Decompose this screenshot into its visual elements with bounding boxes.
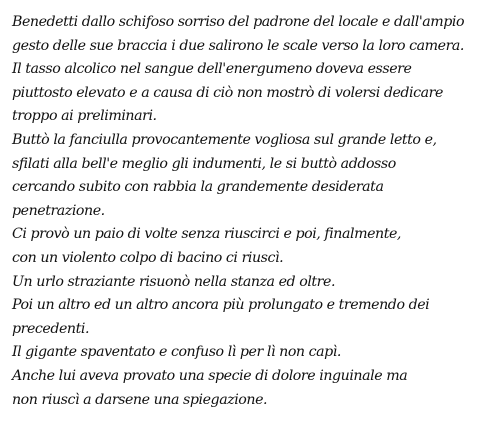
text-line-2: gesto delle sue braccia i due salirono le scale verso la loro camera. bbox=[12, 37, 464, 54]
text-line-7: sfilati alla bell'e meglio gli indumenti, le si buttò addosso bbox=[12, 155, 396, 172]
text-line-9: penetrazione. bbox=[12, 202, 105, 219]
text-line-16: Anche lui aveva provato una specie di dolore inguinale ma bbox=[12, 367, 408, 384]
text-line-6: Buttò la fanciulla provocantemente vogliosa sul grande letto e, bbox=[12, 131, 437, 148]
text-line-4: piuttosto elevato e a causa di ciò non mostrò di volersi dedicare bbox=[12, 84, 443, 101]
text-line-1: Benedetti dallo schifoso sorriso del padrone del locale e dall'ampio bbox=[12, 14, 465, 30]
text-line-13: Poi un altro ed un altro ancora più prolungato e tremendo dei bbox=[12, 297, 430, 314]
text-line-15: Il gigante spaventato e confuso lì per lì non capì. bbox=[12, 344, 341, 361]
text-line-11: con un violento colpo di bacino ci riuscì. bbox=[12, 249, 284, 266]
text-line-8: cercando subito con rabbia la grandemente desiderata bbox=[12, 179, 384, 196]
text-line-14: precedenti. bbox=[12, 320, 90, 337]
text-page bbox=[12, 11, 474, 435]
text-line-5: troppo ai preliminari. bbox=[12, 108, 157, 125]
text-line-3: Il tasso alcolico nel sangue dell'energumeno doveva essere bbox=[12, 61, 412, 78]
text-line-12: Un urlo straziante risuonò nella stanza ed oltre. bbox=[12, 273, 336, 290]
text-line-10: Ci provò un paio di volte senza riuscirci e poi, finalmente, bbox=[12, 226, 401, 243]
text-line-17: non riuscì a darsene una spiegazione. bbox=[12, 391, 268, 408]
